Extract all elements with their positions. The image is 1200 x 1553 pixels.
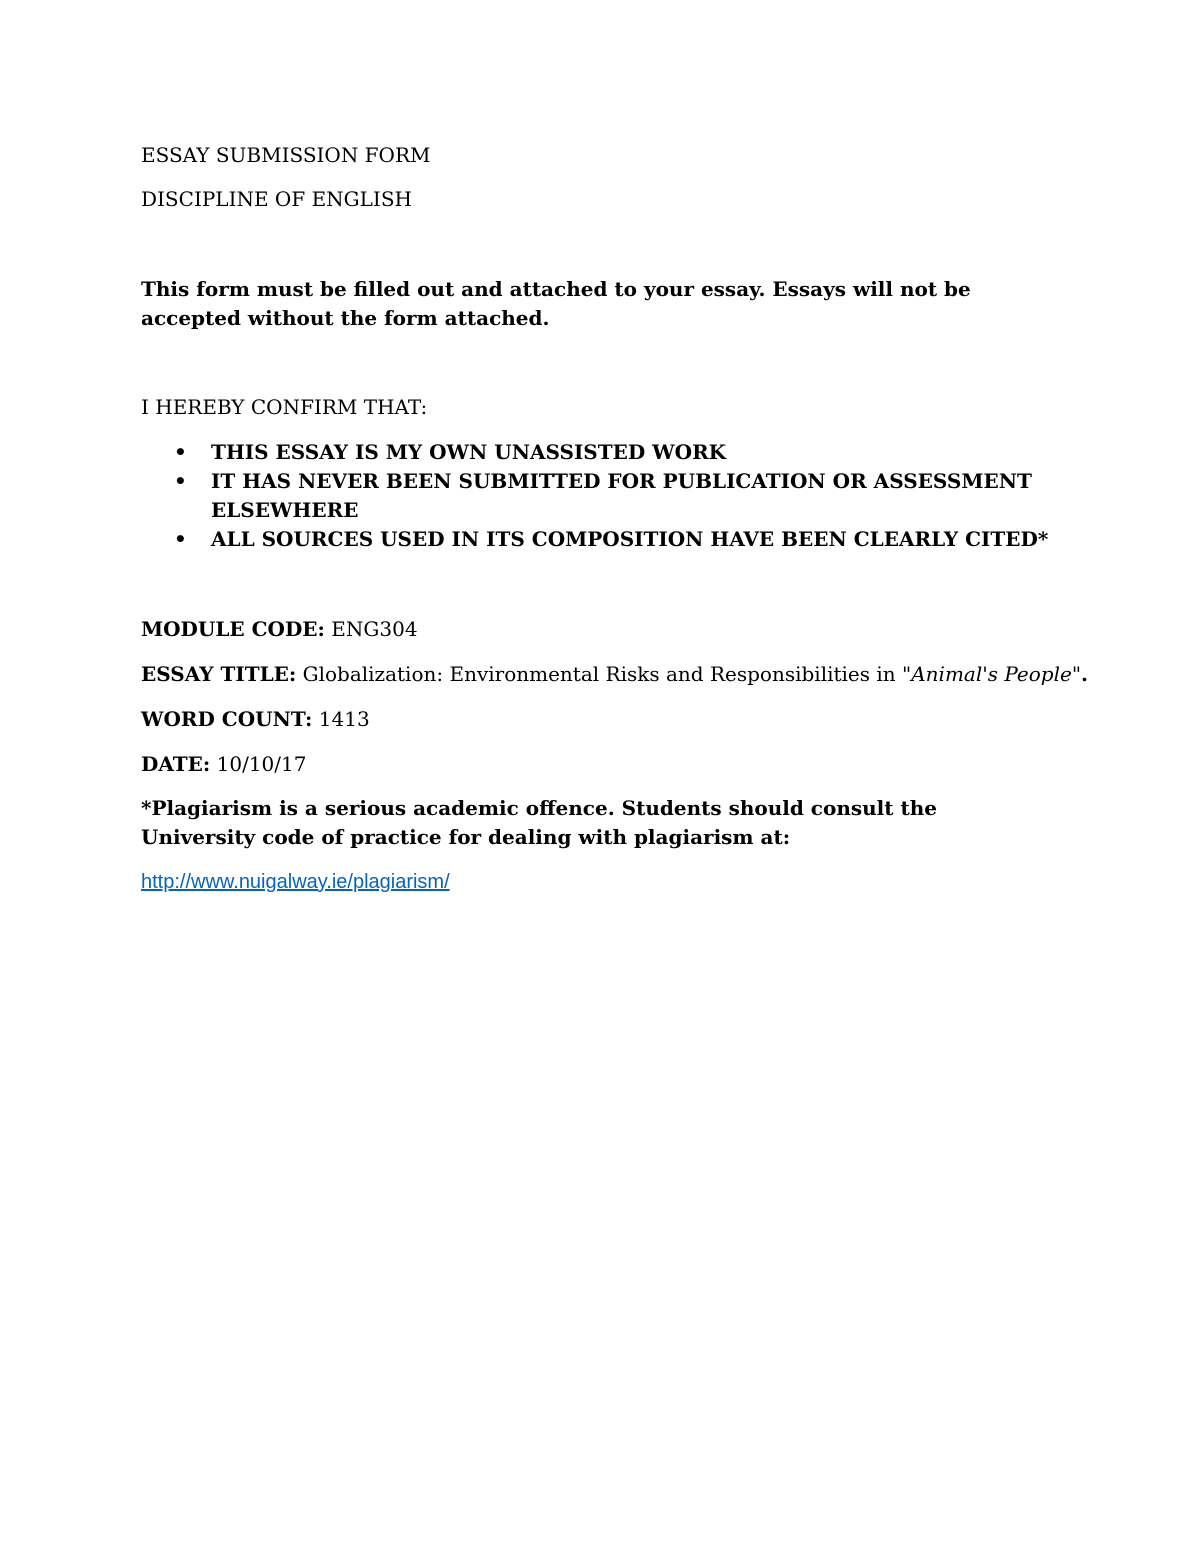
list-item — [141, 438, 1071, 467]
essay-title-label: ESSAY TITLE: — [141, 662, 297, 686]
word-count-row — [141, 705, 370, 734]
discipline-heading: DISCIPLINE OF ENGLISH — [141, 187, 412, 211]
bullet-icon: • — [174, 469, 187, 493]
plagiarism-note: *Plagiarism is a serious academic offence. Students should consult the University code of practice for dealing with plagiarism at: — [141, 796, 937, 849]
essay-title-value: Globalization: Environmental Risks and Responsibilities in — [302, 662, 903, 686]
confirm-list — [141, 438, 1071, 554]
confirm-heading: I HEREBY CONFIRM THAT: — [141, 395, 428, 419]
instruction-paragraph: This form must be filled out and attached to your essay. Essays will not be accepted without the form attached. — [141, 277, 971, 330]
confirm-item-text: IT HAS NEVER BEEN SUBMITTED FOR PUBLICATION OR ASSESSMENT ELSEWHERE — [211, 469, 1032, 522]
date-value: 10/10/17 — [216, 752, 307, 776]
essay-title-quote-open: " — [902, 662, 912, 686]
form-title: ESSAY SUBMISSION FORM — [141, 143, 431, 167]
word-count-label: WORD COUNT: — [141, 707, 313, 731]
confirm-item-text: ALL SOURCES USED IN ITS COMPOSITION HAVE BEEN CLEARLY CITED* — [211, 527, 1049, 551]
essay-title-row — [141, 660, 1088, 689]
module-code-row — [141, 615, 418, 644]
essay-title-italic: Animal's People — [911, 662, 1072, 686]
confirm-item-text: THIS ESSAY IS MY OWN UNASSISTED WORK — [211, 440, 727, 464]
bullet-icon: • — [174, 440, 187, 464]
essay-title-quote-close: " — [1071, 662, 1082, 686]
plagiarism-link[interactable]: http://www.nuigalway.ie/plagiarism/ — [141, 871, 450, 893]
list-item — [141, 467, 1071, 525]
date-row — [141, 750, 306, 779]
module-code-value: ENG304 — [331, 617, 418, 641]
essay-title-end: . — [1081, 662, 1088, 686]
list-item — [141, 525, 1071, 554]
date-label: DATE: — [141, 752, 211, 776]
module-code-label: MODULE CODE: — [141, 617, 325, 641]
bullet-icon: • — [174, 527, 187, 551]
word-count-value: 1413 — [318, 707, 370, 731]
